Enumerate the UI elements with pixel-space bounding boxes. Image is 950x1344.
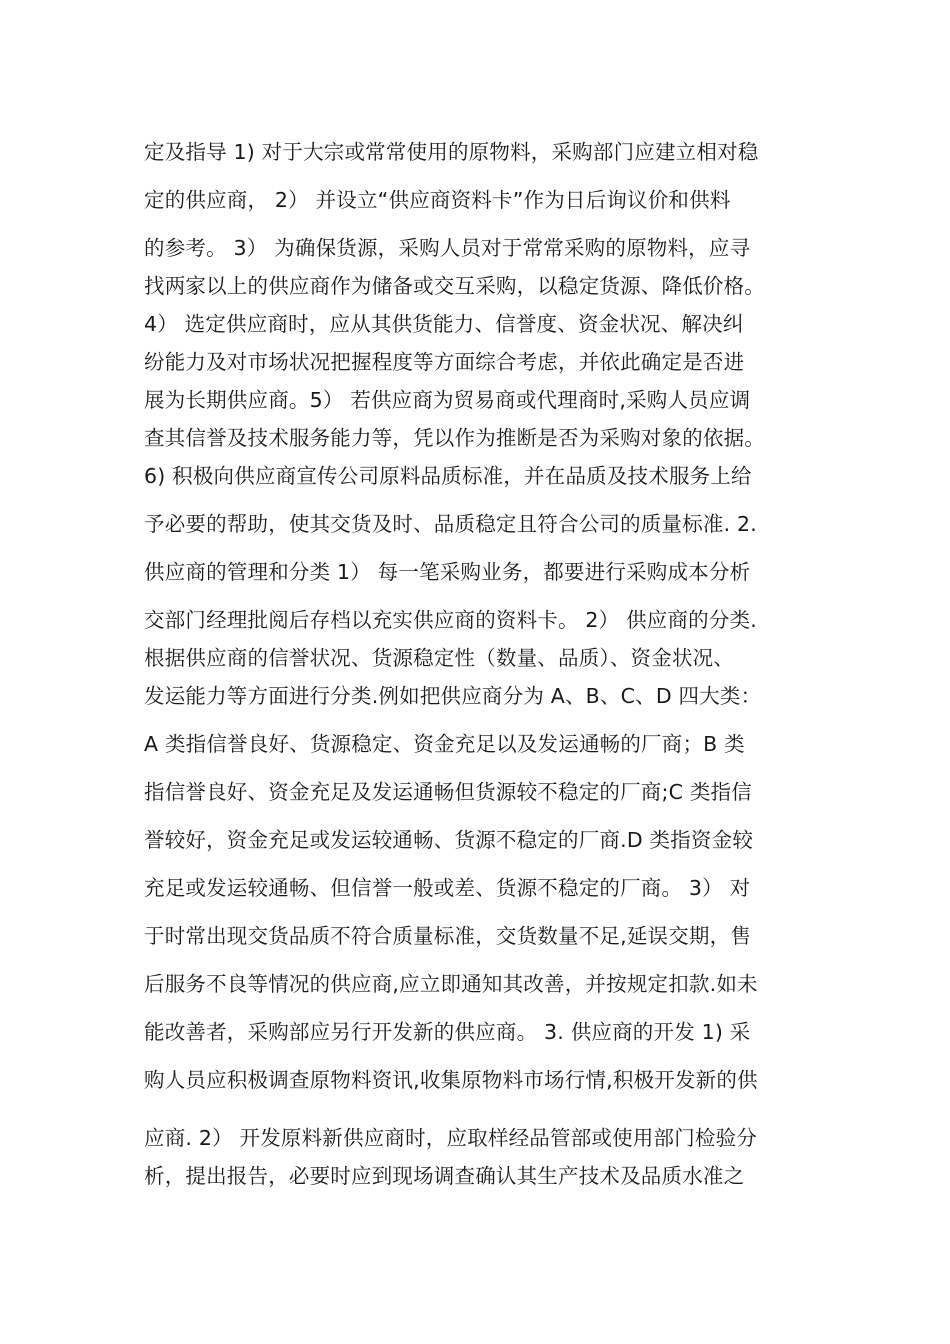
text-line: 能改善者，采购部应另行开发新的供应商。 3. 供应商的开发 1) 采 <box>144 1020 751 1044</box>
text-line: A 类指信誉良好、货源稳定、资金充足以及发运通畅的厂商；B 类 <box>144 732 745 756</box>
text-line: 的参考。 3） 为确保货源，采购人员对于常常采购的原物料，应寻 <box>144 236 751 260</box>
text-line: 发运能力等方面进行分类.例如把供应商分为 A、B、C、D 四大类： <box>144 684 762 708</box>
text-line: 供应商的管理和分类 1） 每一笔采购业务，都要进行采购成本分析 <box>144 560 751 584</box>
text-line: 根据供应商的信誉状况、货源稳定性（数量、品质）、资金状况、 <box>144 646 735 670</box>
text-line: 纷能力及对市场状况把握程度等方面综合考虑，并依此确定是否进 <box>144 350 745 374</box>
text-line: 定的供应商， 2） 并设立“供应商资料卡”作为日后询议价和供料 <box>144 188 731 212</box>
text-line: 充足或发运较通畅、但信誉一般或差、货源不稳定的厂商。 3） 对 <box>144 876 751 900</box>
text-line: 购人员应积极调查原物料资讯,收集原物料市场行情,积极开发新的供 <box>144 1068 758 1092</box>
text-line: 展为长期供应商。5） 若供应商为贸易商或代理商时,采购人员应调 <box>144 388 751 412</box>
text-line: 指信誉良好、资金充足及发运通畅但货源较不稳定的厂商;C 类指信 <box>144 780 752 804</box>
text-line: 4） 选定供应商时，应从其供货能力、信誉度、资金状况、解决纠 <box>144 312 744 336</box>
text-line: 定及指导 1) 对于大宗或常常使用的原物料，采购部门应建立相对稳 <box>144 140 759 164</box>
text-line: 查其信誉及技术服务能力等，凭以作为推断是否为采购对象的依据。 <box>144 426 765 450</box>
text-line: 找两家以上的供应商作为储备或交互采购，以稳定货源、降低价格。 <box>144 274 765 298</box>
text-line: 析，提出报告，必要时应到现场调查确认其生产技术及品质水准之 <box>144 1164 745 1188</box>
text-line: 于时常出现交货品质不符合质量标准，交货数量不足,延误交期，售 <box>144 924 752 948</box>
text-line: 誉较好，资金充足或发运较通畅、货源不稳定的厂商.D 类指资金较 <box>144 828 754 852</box>
text-line: 交部门经理批阅后存档以充实供应商的资料卡。 2） 供应商的分类. <box>144 608 757 632</box>
text-line: 予必要的帮助，使其交货及时、品质稳定且符合公司的质量标准. 2. <box>144 512 757 536</box>
text-line: 应商. 2） 开发原料新供应商时，应取样经品管部或使用部门检验分 <box>144 1126 757 1150</box>
text-line: 6) 积极向供应商宣传公司原料品质标准，并在品质及技术服务上给 <box>144 464 752 488</box>
text-line: 后服务不良等情况的供应商,应立即通知其改善，并按规定扣款.如未 <box>144 972 758 996</box>
